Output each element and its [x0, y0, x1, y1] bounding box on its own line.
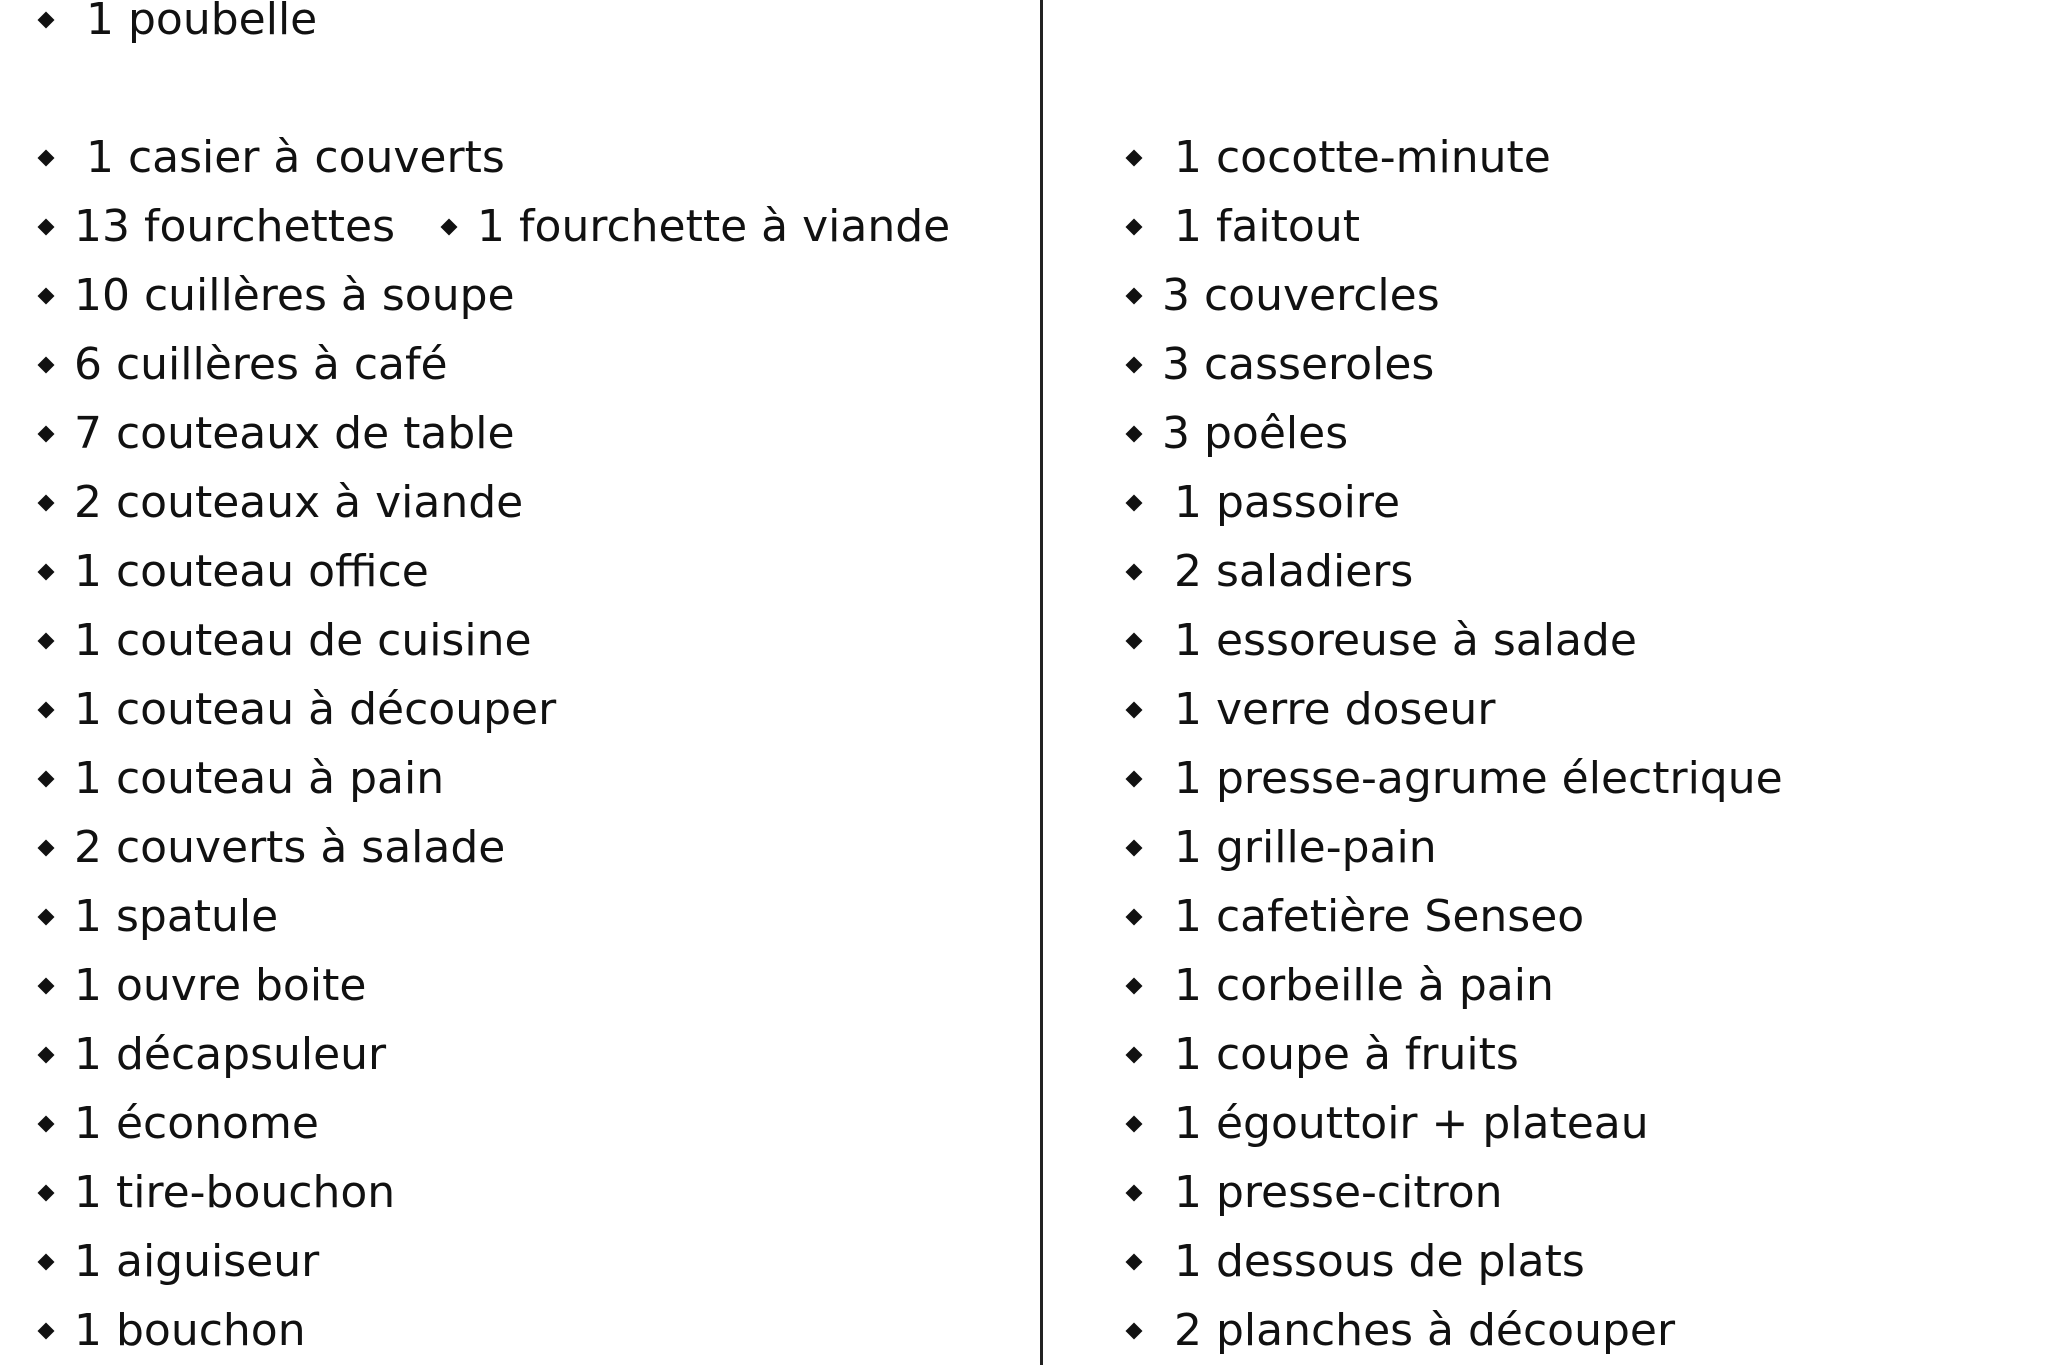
list-item-text: 1 cafetière Senseo	[1174, 891, 1585, 942]
list-item	[40, 676, 556, 744]
list-item	[1128, 883, 1584, 951]
list-item-text: 1 aiguiseur	[74, 1236, 320, 1287]
list-item	[40, 469, 523, 537]
list-item	[1128, 607, 1637, 675]
list-item	[1128, 193, 1360, 261]
list-item-text: 1 décapsuleur	[74, 1029, 387, 1080]
bullet-icon	[38, 1254, 55, 1271]
list-item-text: 6 cuillères à café	[74, 339, 448, 390]
bullet-icon	[1126, 1185, 1143, 1202]
list-item-text: 1 fourchette à viande	[477, 201, 951, 252]
list-item-text: 1 cocotte-minute	[1174, 132, 1551, 183]
bullet-icon	[38, 909, 55, 926]
list-item-text: 1 presse-agrume électrique	[1174, 753, 1783, 804]
list-item	[40, 331, 448, 399]
list-item-text: 10 cuillères à soupe	[74, 270, 515, 321]
list-item	[1128, 1090, 1649, 1158]
bullet-icon	[1126, 219, 1143, 236]
bullet-icon	[1126, 1116, 1143, 1133]
list-item	[40, 0, 317, 54]
inline-list-item	[443, 193, 950, 261]
list-item	[1128, 1297, 1675, 1365]
bullet-icon	[38, 426, 55, 443]
bullet-icon	[1126, 288, 1143, 305]
list-item	[1128, 1228, 1585, 1296]
list-item-text: 1 dessous de plats	[1174, 1236, 1585, 1287]
bullet-icon	[1126, 150, 1143, 167]
list-item	[1128, 124, 1551, 192]
list-item-text: 1 casier à couverts	[86, 132, 505, 183]
list-item-text: 2 planches à découper	[1174, 1305, 1676, 1356]
list-item-text: 1 couteau de cuisine	[74, 615, 532, 666]
list-item	[40, 607, 532, 675]
list-item-text: 3 couvercles	[1162, 270, 1440, 321]
list-item-text: 1 égouttoir + plateau	[1174, 1098, 1649, 1149]
list-item-text: 1 corbeille à pain	[1174, 960, 1554, 1011]
bullet-icon	[1126, 978, 1143, 995]
bullet-icon	[1126, 840, 1143, 857]
list-item-text: 1 passoire	[1174, 477, 1401, 528]
list-item-text: 1 couteau office	[74, 546, 429, 597]
list-item	[40, 193, 950, 261]
list-item-text: 1 couteau à pain	[74, 753, 445, 804]
bullet-icon	[1126, 357, 1143, 374]
list-item-text: 13 fourchettes	[74, 201, 396, 252]
bullet-icon	[38, 12, 55, 29]
bullet-icon	[1126, 564, 1143, 581]
bullet-icon	[38, 219, 55, 236]
list-item	[40, 538, 429, 606]
bullet-icon	[441, 219, 458, 236]
bullet-icon	[1126, 1047, 1143, 1064]
bullet-icon	[1126, 495, 1143, 512]
list-item	[40, 124, 505, 192]
list-item-text: 1 grille-pain	[1174, 822, 1437, 873]
list-item-text: 3 casseroles	[1162, 339, 1435, 390]
bullet-icon	[38, 495, 55, 512]
list-item	[40, 1021, 386, 1089]
list-item-text: 1 couteau à découper	[74, 684, 557, 735]
bullet-icon	[1126, 702, 1143, 719]
bullet-icon	[38, 357, 55, 374]
bullet-icon	[38, 1116, 55, 1133]
list-item-text: 1 presse-citron	[1174, 1167, 1503, 1218]
bullet-icon	[38, 288, 55, 305]
list-item-text: 1 bouchon	[74, 1305, 306, 1356]
bullet-icon	[1126, 909, 1143, 926]
list-item	[1128, 676, 1495, 744]
bullet-icon	[38, 1047, 55, 1064]
list-item-text: 1 tire-bouchon	[74, 1167, 396, 1218]
list-item	[1128, 469, 1400, 537]
bullet-icon	[38, 1185, 55, 1202]
list-item	[1128, 400, 1348, 468]
bullet-icon	[1126, 426, 1143, 443]
list-item	[40, 1228, 319, 1296]
bullet-icon	[38, 771, 55, 788]
bullet-icon	[38, 564, 55, 581]
bullet-icon	[38, 840, 55, 857]
list-item	[1128, 814, 1437, 882]
bullet-icon	[38, 702, 55, 719]
list-item	[1128, 331, 1434, 399]
list-item-text: 1 ouvre boite	[74, 960, 367, 1011]
list-item-text: 2 couverts à salade	[74, 822, 506, 873]
list-item	[40, 1297, 306, 1365]
bullet-icon	[38, 150, 55, 167]
list-item	[40, 400, 515, 468]
bullet-icon	[38, 1323, 55, 1340]
bullet-icon	[1126, 633, 1143, 650]
list-item-text: 1 coupe à fruits	[1174, 1029, 1519, 1080]
bullet-icon	[38, 633, 55, 650]
list-item	[40, 1090, 319, 1158]
list-item	[40, 814, 505, 882]
bullet-icon	[1126, 1254, 1143, 1271]
list-item-text: 1 faitout	[1174, 201, 1360, 252]
list-item	[1128, 952, 1554, 1020]
list-item-text: 3 poêles	[1162, 408, 1349, 459]
list-item-text: 1 spatule	[74, 891, 279, 942]
list-item	[1128, 1021, 1519, 1089]
list-item	[40, 262, 515, 330]
list-item	[40, 952, 366, 1020]
list-item-text: 2 saladiers	[1174, 546, 1414, 597]
list-item	[1128, 262, 1440, 330]
list-item-text: 7 couteaux de table	[74, 408, 515, 459]
bullet-icon	[1126, 1323, 1143, 1340]
list-item	[1128, 745, 1783, 813]
bullet-icon	[1126, 771, 1143, 788]
list-item-text: 1 poubelle	[86, 0, 318, 45]
list-item	[1128, 538, 1413, 606]
column-divider	[1040, 0, 1043, 1365]
list-item-text: 1 verre doseur	[1174, 684, 1496, 735]
list-item	[1128, 1159, 1503, 1227]
list-item	[40, 883, 278, 951]
list-item-text: 1 économe	[74, 1098, 319, 1149]
list-item	[40, 745, 444, 813]
bullet-icon	[38, 978, 55, 995]
list-item-text: 1 essoreuse à salade	[1174, 615, 1637, 666]
list-item-text: 2 couteaux à viande	[74, 477, 524, 528]
list-item	[40, 1159, 395, 1227]
